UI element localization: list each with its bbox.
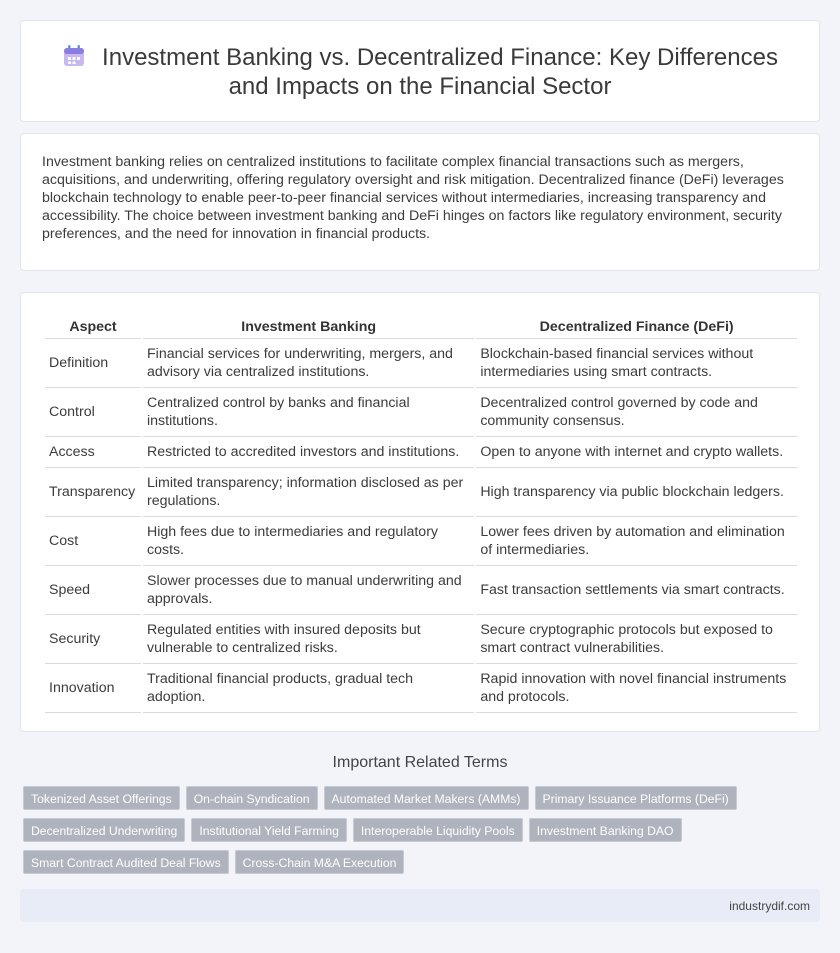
table-row [45, 517, 797, 566]
tag-decentralized-underwriting[interactable]: Decentralized Underwriting [23, 818, 185, 842]
footer-site[interactable]: industrydif.com [729, 899, 810, 913]
comparison-table [43, 315, 799, 713]
table-header-row [45, 315, 797, 339]
aspect-cell: Definition [45, 339, 141, 388]
page-title [21, 43, 819, 101]
intro-text: Investment banking relies on centralized institutions to facilitate complex financial transactions such as mergers, acquisitions, and underwriting, offering regulatory oversight and risk mitigation. Decentralized finance (DeFi) leverages blockchain technology to enable peer-to-peer financial services without intermediaries, increasing transparency and accessibility. The choice between investment banking and DeFi hinges on factors like regulatory environment, security preferences, and the need for innovation in financial products. [42, 154, 784, 242]
table-row [45, 468, 797, 517]
header-investment-banking: Investment Banking [143, 315, 474, 339]
calendar-icon [62, 44, 86, 68]
aspect-cell: Transparency [45, 468, 141, 517]
title-card [20, 20, 820, 122]
footer [20, 889, 820, 922]
intro-card [20, 133, 820, 271]
tag-interoperable-liquidity-pools[interactable]: Interoperable Liquidity Pools [353, 818, 523, 842]
ib-cell: Limited transparency; information disclosed as per regulations. [143, 468, 474, 517]
table-row [45, 664, 797, 713]
aspect-cell: Access [45, 437, 141, 468]
tag-row [23, 850, 823, 882]
table-row [45, 339, 797, 388]
ib-cell: Centralized control by banks and financial institutions. [143, 388, 474, 437]
ib-cell: Financial services for underwriting, mergers, and advisory via centralized institutions. [143, 339, 474, 388]
defi-cell: High transparency via public blockchain ledgers. [476, 468, 797, 517]
header-defi: Decentralized Finance (DeFi) [476, 315, 797, 339]
table-row [45, 615, 797, 664]
ib-cell: Traditional financial products, gradual tech adoption. [143, 664, 474, 713]
tag-automated-market-makers[interactable]: Automated Market Makers (AMMs) [324, 786, 529, 810]
tag-smart-contract-audited-deal-flows[interactable]: Smart Contract Audited Deal Flows [23, 850, 229, 874]
ib-cell: Restricted to accredited investors and institutions. [143, 437, 474, 468]
tag-institutional-yield-farming[interactable]: Institutional Yield Farming [191, 818, 347, 842]
defi-cell: Secure cryptographic protocols but exposed to smart contract vulnerabilities. [476, 615, 797, 664]
defi-cell: Rapid innovation with novel financial instruments and protocols. [476, 664, 797, 713]
comparison-card [20, 292, 820, 732]
aspect-cell: Speed [45, 566, 141, 615]
ib-cell: High fees due to intermediaries and regulatory costs. [143, 517, 474, 566]
table-row [45, 566, 797, 615]
aspect-cell: Security [45, 615, 141, 664]
tag-investment-banking-dao[interactable]: Investment Banking DAO [529, 818, 682, 842]
table-row [45, 437, 797, 468]
table-row [45, 388, 797, 437]
tag-on-chain-syndication[interactable]: On-chain Syndication [186, 786, 318, 810]
defi-cell: Decentralized control governed by code and community consensus. [476, 388, 797, 437]
defi-cell: Fast transaction settlements via smart contracts. [476, 566, 797, 615]
aspect-cell: Innovation [45, 664, 141, 713]
ib-cell: Regulated entities with insured deposits but vulnerable to centralized risks. [143, 615, 474, 664]
defi-cell: Open to anyone with internet and crypto wallets. [476, 437, 797, 468]
defi-cell: Blockchain-based financial services without intermediaries using smart contracts. [476, 339, 797, 388]
tag-row [23, 818, 823, 850]
header-aspect: Aspect [45, 315, 141, 339]
aspect-cell: Control [45, 388, 141, 437]
related-terms-title: Important Related Terms [332, 754, 508, 771]
tag-tokenized-asset-offerings[interactable]: Tokenized Asset Offerings [23, 786, 180, 810]
tag-row [23, 786, 823, 818]
tag-cross-chain-ma-execution[interactable]: Cross-Chain M&A Execution [235, 850, 405, 874]
related-terms-tags [23, 786, 823, 882]
ib-cell: Slower processes due to manual underwriting and approvals. [143, 566, 474, 615]
title-line-1: Investment Banking vs. Decentralized Finance: Key Differences [102, 44, 778, 71]
tag-primary-issuance-platforms[interactable]: Primary Issuance Platforms (DeFi) [535, 786, 737, 810]
title-line-2: and Impacts on the Financial Sector [228, 73, 612, 100]
aspect-cell: Cost [45, 517, 141, 566]
defi-cell: Lower fees driven by automation and elimination of intermediaries. [476, 517, 797, 566]
